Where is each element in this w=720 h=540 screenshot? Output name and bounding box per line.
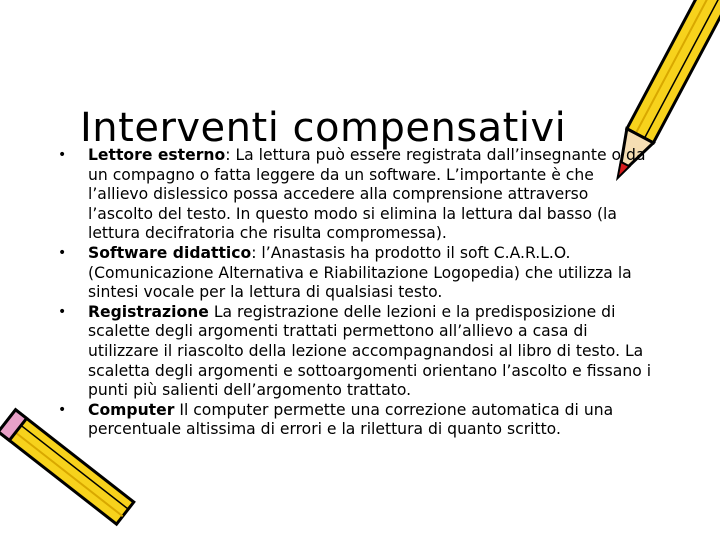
bullet-marker: • xyxy=(58,244,67,261)
bullet-marker: • xyxy=(58,303,67,320)
bullet-text: : La lettura può essere registrata dall’insegnante o da un compagno o fatta leggere da un software. L’importante è che l’allievo dislessico possa accedere alla comprensione attraverso l’ascolto del testo. In questo modo si elimina la lettura dal basso (la lettura decifratoria che risulta compromessa). xyxy=(88,146,646,243)
slide-title: Interventi compensativi xyxy=(80,104,567,151)
bullet-term: Lettore esterno xyxy=(88,146,226,164)
list-item xyxy=(58,146,658,244)
bullet-term: Computer xyxy=(88,400,175,419)
bullet-text: La registrazione delle lezioni e la predisposizione di scalette degli argomenti trattati permettono all’allievo a casa di utilizzare il riascolto della lezione accompagnandosi al libro di testo. La scaletta degli argomenti e sottoargomenti orientano l’ascolto e fissano i punti più salienti dell’argomento trattato. xyxy=(88,302,652,400)
bullet-text: Il computer permette una correzione automatica di una percentuale altissima di errori e la rilettura di quanto scritto. xyxy=(88,400,614,439)
bullet-text: : l’Anastasis ha prodotto il soft C.A.R.L.O.(Comunicazione Alternativa e Riabilitazione Logopedia) che utilizza la sintesi vocale per la lettura di qualsiasi testo. xyxy=(88,243,632,302)
bullet-marker: • xyxy=(58,401,67,418)
list-item xyxy=(58,303,658,401)
bullet-term: Software didattico xyxy=(88,243,252,262)
bullet-marker: • xyxy=(58,147,67,163)
list-item xyxy=(58,401,658,440)
list-item xyxy=(58,244,658,303)
pencil-icon xyxy=(0,400,140,540)
bullet-list xyxy=(58,146,658,440)
bullet-term: Registrazione xyxy=(88,302,209,321)
